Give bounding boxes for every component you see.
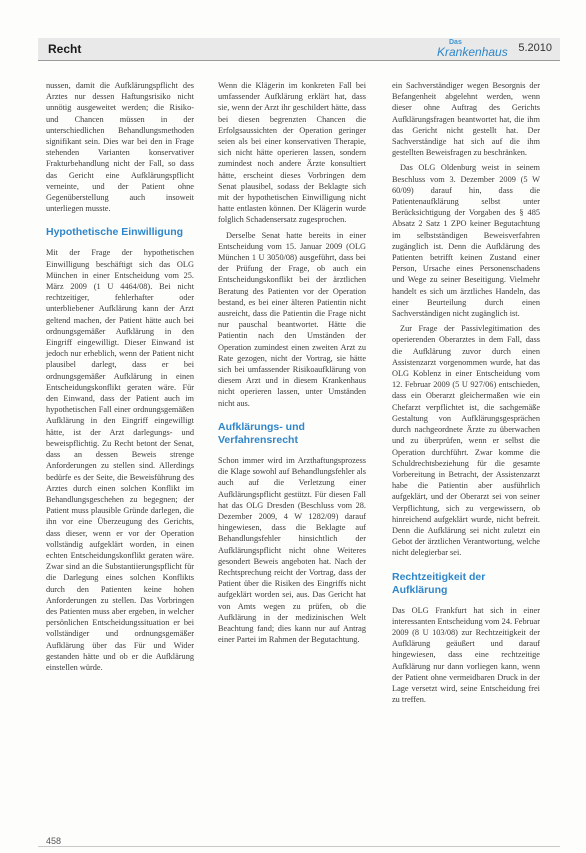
paragraph: Mit der Frage der hypothetischen Einwilligung beschäftigt sich das OLG München in einer Entscheidung vom 25. März 2009 (1 U 4464/08). Bei nicht rechtzeitiger, fehlerhafter oder unterbliebener Aufklärung kann der Arzt geltend machen, der Patient hätte auch bei ordnungsgemäßer Aufklärung in den Eingriff eingewilligt. Dieser Einwand ist jedoch nur erheblich, wenn der Patient nicht plausibel darlegt, dass er bei ordnungsgemäßer Aufklärung in einen Entscheidungskonflikt geraten wäre. Für den Einwand, dass der Patient auch im hypothetischen Fall einer ordnungsgemäßen Aufklärung in den Eingriff eingewilligt hätte, ist der Arzt darlegungs- und beweispflichtig. Zu Recht betont der Senat, dass an dessen Beweis strenge Anforderungen zu stellen sind. Allerdings bedürfe es der Seite, die Beweisführung des Arztes durch einen solchen Konflikt im Behandlungsgeschehen zu begegnen; der Patient muss plausible Gründe darlegen, die ihn vor eine Überzeugung des Gerichts, dass dieser, wenn er vor der Operation vollständig aufgeklärt worden, in einen echten Entscheidungskonflikt geraten wäre. Zwar sind an die Substantiierungspflicht für die Darlegung eines solchen Konflikts durch den Patienten keine hohen Anforderungen zu stellen. Das Vorbringen des Patienten muss aber ergeben, in welcher persönlichen Entscheidungssituation er bei vollständiger und ordnungsgemäßer Aufklärung über das Für und Wider gestanden hätte und ob er die Aufklärung einstellen würde.: [46, 248, 194, 672]
paragraph: Zur Frage der Passivlegitimation des operierenden Oberarztes in dem Fall, dass die Aufklärung zuvor durch einen Assistenzarzt vorgenommen wurde, hat das OLG Koblenz in einer Entscheidung vom 12. Februar 2009 (5 U 927/06) entschieden, dass ein Oberarzt gleichermaßen wie ein Chefarzt verpflichtet ist, die sachgemäße Gestaltung von Aufklärungsgesprächen durch nachgeordnete Ärzte zu überwachen und zu überprüfen, wenn er selbst die Operation durchführt. Zwar komme die Schuldrechtsbeziehung für die gesamte Vorbereitung in Betracht, der Assistenzarzt habe die Patientin aber ausführlich aufgeklärt, und der Oberarzt sei von seiner Verpflichtung, sich zu vergewissern, ob hinreichend aufgeklärt wurde, nicht befreit. Denn die Aufklärung sei nicht zuletzt ein Gebot der ärztlichen Verantwortung, welche nicht delegierbar sei.: [392, 324, 540, 558]
section-label: Recht: [48, 42, 82, 56]
logo-top-text: Das: [449, 39, 462, 46]
paragraph: Schon immer wird im Arzthaftungsprozess die Klage sowohl auf Behandlungsfehler als auch auf die Verletzung einer Aufklärungspflicht gestützt. Für diesen Fall hat das OLG Dresden (Beschluss vom 28. Dezember 2009, 4 W 1282/09) darauf hingewiesen, dass die Beklagte auf Behandlungsfehler hinsichtlich der Aufklärungspflicht nicht ohne Weiteres gesondert Beweis angeboten hat. Nach der Rechtsprechung reicht der Vortrag, dass der Patient über die Risiken des Eingriffs nicht aufgeklärt worden sei, aus. Das Gericht hat von Amts wegen zu prüfen, ob die Aufklärung in der medizinischen Welt Beachtung fand; dies kann nur auf Antrag einer Partei im Rahmen der Begutachtung.: [218, 455, 366, 645]
footer-divider: [38, 846, 560, 847]
paragraph: Wenn die Klägerin im konkreten Fall bei umfassender Aufklärung erklärt hat, dass sie, wenn der Arzt ihr geschildert hätte, dass bei diesen begrenzten Chancen die Erfolgsaussichten der Operation geringer seien als bei einer konservativen Therapie, sich nicht hätte operieren lassen, sondern zumindest noch andere Ärzte konsultiert hätte, erscheint dieses Vorbringen dem Senat plausibel, sodass der Beklagte sich mit der hypothetischen Einwilligung nicht hatte entlasten können. Der Klägerin wurde folglich Schadensersatz zugesprochen.: [218, 81, 366, 225]
section-heading: Aufklärungs- und Verfahrensrecht: [218, 420, 305, 446]
column-2: [218, 80, 366, 649]
logo-main-text: Krankenhaus: [437, 45, 508, 59]
paragraph: Das OLG Frankfurt hat sich in einer interessanten Entscheidung vom 24. Februar 2009 (8 U 103/08) zur Rechtzeitigkeit der Aufklärung geäußert und darauf hingewiesen, dass eine rechtzeitige Aufklärung nur dann vorliegen kann, wenn der Patient ohne vermeidbaren Druck in der Lage versetzt wird, seine Entscheidung frei zu treffen.: [392, 605, 540, 705]
paragraph: Derselbe Senat hatte bereits in einer Entscheidung vom 15. Januar 2009 (OLG München 1 U 3050/08) ausgeführt, dass bei der Prüfung der Frage, ob auch ein Entscheidungskonflikt bei der ärztlichen Beratung des Patienten vor der Operation bestand, es bei einer älteren Patientin nicht ausreicht, dass die Patientin die Frage nicht nur pauschal beantwortet. Hätte die Patientin nach den Umständen der Operation zumindest einen zweiten Arzt zu Rate gezogen, nicht der Vortrag, sie hätte sich bei umfassender Risikoaufklärung von diesem Arzt und in diesem Krankenhaus nicht operieren lassen, unter Umständen nicht aus.: [218, 230, 366, 408]
journal-logo: [437, 39, 508, 58]
section-heading: Rechtzeitigkeit der Aufklärung: [392, 570, 486, 596]
paragraph: Das OLG Oldenburg weist in seinem Beschluss vom 3. Dezember 2009 (5 W 60/09) darauf hin, dass die Patientenaufklärung selbst unter Berücksichtigung der Vorgaben des § 485 Absatz 2 Satz 1 ZPO keiner Begutachtung im selbstständigen Beweisverfahren zugänglich ist. Denn die Aufklärung des Patienten betrifft keinen Zustand einer Person, Ursache eines Personenschadens und Wege zu seiner Beseitigung. Vielmehr handelt es sich um ärztliches Handeln, das einer Beurteilung durch einen Sachverständigen nicht zugänglich ist.: [392, 163, 540, 319]
page-header: [38, 38, 560, 61]
issue-number: 5.2010: [518, 42, 552, 54]
page-number: 458: [46, 836, 62, 846]
column-1: [46, 80, 194, 677]
paragraph: ein Sachverständiger wegen Besorgnis der Befangenheit abgelehnt werden, wenn dieser ohne Auftrag des Gerichts Aufklärungsfragen beantwortet hat, die ihm das Gericht nicht gestellt hat. Der Sachverständige hat sich auf die ihm gestellten Beweisfragen zu beschränken.: [392, 81, 540, 158]
column-3: [392, 80, 540, 709]
section-heading: Hypothetische Einwilligung: [46, 226, 184, 239]
paragraph: nussen, damit die Aufklärungspflicht des Arztes nur dessen Haftungsrisiko nicht unnötig ausgeweitet werden; die Risiko- und Chancen müssen in der unterschiedlichen Behandlungsmethoden signifikant sein. Dies war bei den in Frage stehenden Varianten konservativer Frakturbehandlung nicht der Fall, so dass das Gericht eine Aufklärungspflicht verneinte, und der Patient ohne Gegenüberstellung auch insoweit unterliegen musste.: [46, 81, 194, 214]
